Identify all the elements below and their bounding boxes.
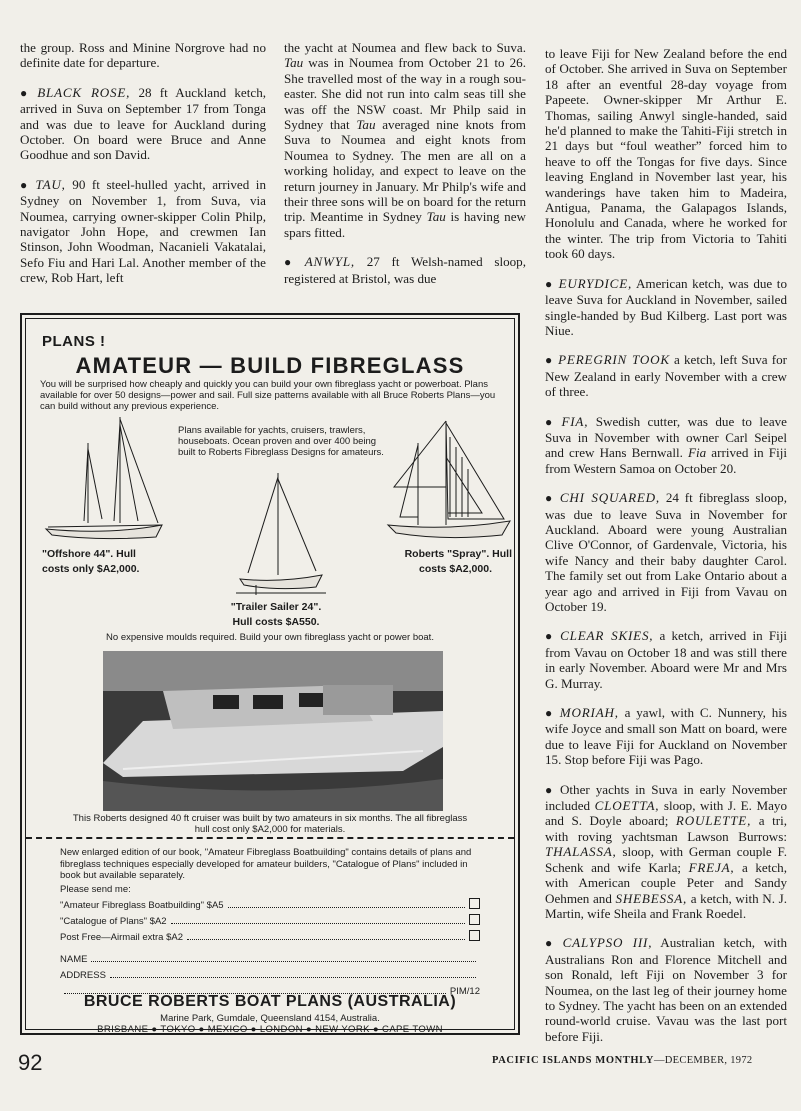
checkbox-catalogue[interactable] xyxy=(469,914,480,925)
bullet-icon: ● xyxy=(545,276,554,291)
bullet-icon: ● xyxy=(545,936,558,951)
yacht-name-moriah: MORIAH, xyxy=(559,705,619,721)
ad-headline: AMATEUR — BUILD FIBREGLASS xyxy=(75,353,465,378)
yacht-name-fia: FIA, xyxy=(561,413,589,429)
advertisement-inner-border xyxy=(25,318,515,1035)
bullet-icon: ● xyxy=(545,491,555,506)
paragraph-anwyl: ● ANWYL, 27 ft Welsh-named sloop, registered at Bristol, was due xyxy=(284,254,527,286)
coupon-intro: New enlarged edition of our book, "Amateur Fibreglass Boatbuilding" contains details of plans and fibreglass techniques especially developed for amateur builders, "Catalogue of Plans" included in book but available separately. xyxy=(60,847,472,881)
company-name: BRUCE ROBERTS BOAT PLANS (AUSTRALIA) xyxy=(83,993,457,1010)
paragraph-black-rose: ● BLACK ROSE, 28 ft Auckland ketch, arrived in Suva on September 17 from Tonga and was due to leave for Auckland during October. On board were Bruce and Anne Goodhue and son David. xyxy=(20,84,267,163)
yacht-name-shebessa: SHEBESSA, xyxy=(615,890,688,906)
paragraph-fia: ● FIA, Swedish cutter, was due to leave Suva in November with owner Carl Seipel and crew Hans Bernwall. Fia arrived in Fiji from Western Samoa on October 20. xyxy=(545,413,787,476)
paragraph-moriah: ● MORIAH, a yawl, with C. Nunnery, his wife Joyce and small son Matt on board, were due to leave Fiji for Auckland on November 15. Stop before Fiji was Pago. xyxy=(545,705,787,768)
bullet-icon: ● xyxy=(545,414,557,429)
yacht-name-thalassa: THALASSA, xyxy=(545,844,617,860)
yacht-name-chi-squared: CHI SQUARED, xyxy=(559,490,660,506)
yacht-name-tau: TAU, xyxy=(35,176,66,192)
order-coupon xyxy=(60,847,480,997)
spray-caption: Roberts "Spray". Hull xyxy=(404,548,512,560)
bullet-icon: ● xyxy=(20,177,31,192)
yacht-name-black-rose: BLACK ROSE, xyxy=(37,84,131,100)
checkbox-airmail[interactable] xyxy=(469,930,480,941)
address-field[interactable]: ADDRESS xyxy=(60,965,480,981)
page-number: 92 xyxy=(18,1050,43,1075)
bullet-icon: ● xyxy=(284,255,300,270)
offshore-44-price: costs only $A2,000. xyxy=(42,563,140,575)
coupon-cut-line xyxy=(26,837,514,839)
paragraph-peregrin-took: ● PEREGRIN TOOK a ketch, left Suva for New Zealand in early November with a crew of three. xyxy=(545,352,787,400)
bullet-icon: ● xyxy=(20,85,33,100)
ad-kicker: PLANS ! xyxy=(42,333,106,350)
trailer-sailer-24-drawing xyxy=(226,471,336,599)
offshore-44-caption: "Offshore 44". Hull xyxy=(42,548,136,560)
spray-price: costs $A2,000. xyxy=(419,563,492,575)
paragraph-tau: ● TAU, 90 ft steel-hulled yacht, arrived in Sydney on November 1, from Suva, via Noumea, carrying owner-skipper Colin Philp, navigator John Hope, and crewmen Ian Stinson, John Woodman, Nacanieli Vakatalai, Sefo Fiu and Hari Lal. Another member of the crew, Rob Hart, left xyxy=(20,176,266,286)
spray-sailboat-drawing xyxy=(386,417,514,545)
trailer-sailer-caption: "Trailer Sailer 24". xyxy=(230,601,322,613)
bullet-icon: ● xyxy=(545,629,556,644)
bullet-icon: ● xyxy=(545,706,555,721)
trailer-sailer-price: Hull costs $A550. xyxy=(232,616,320,628)
paragraph-norgrove: the group. Ross and Minine Norgrove had no definite date for departure. xyxy=(20,40,266,71)
company-address: Marine Park, Gumdale, Queensland 4154, Australia. xyxy=(160,1013,380,1024)
yacht-name-eurydice: EURYDICE, xyxy=(558,275,633,291)
order-item-airmail: Post Free—Airmail extra $A2 xyxy=(60,927,480,943)
ad-plans-available-text: Plans available for yachts, cruisers, trawlers, houseboats. Ocean proven and over 400 being built to Roberts Fibreglass Designs for amateurs. xyxy=(178,425,384,458)
article-column-2 xyxy=(284,40,526,286)
bullet-icon: ● xyxy=(545,353,554,368)
article-column-1 xyxy=(20,40,266,286)
paragraph-clear-skies: ● CLEAR SKIES, a ketch, arrived in Fiji from Vavau on October 18 and was still there in early November. Aboard were Mr and Mrs G. Murray. xyxy=(545,628,788,691)
publication-name: PACIFIC ISLANDS MONTHLY xyxy=(492,1055,654,1066)
yacht-name-calypso: CALYPSO III, xyxy=(562,935,653,951)
yacht-name-roulette: ROULETTE, xyxy=(675,813,752,829)
ad-moulds-text: No expensive moulds required. Build your own fibreglass yacht or power boat. xyxy=(106,632,434,643)
bullet-icon: ● xyxy=(545,782,555,797)
company-cities: BRISBANE ● TOKYO ● MEXICO ● LONDON ● NEW YORK ● CAPE TOWN xyxy=(97,1024,443,1035)
yacht-name-anwyl: ANWYL, xyxy=(304,254,355,270)
coupon-code: PIM/12 xyxy=(449,985,480,997)
running-footer xyxy=(492,1055,752,1066)
article-column-3 xyxy=(545,46,787,1044)
ad-intro-text: You will be surprised how cheaply and quickly you can build your own fibreglass yacht or powerboat. Plans available for over 50 designs—power and sail. Full size patterns available with all Bruce Roberts Plans—you can build without any previous experience. xyxy=(40,379,496,412)
please-send-label: Please send me: xyxy=(60,883,131,895)
order-item-book: "Amateur Fibreglass Boatbuilding" $A5 xyxy=(60,895,480,911)
yacht-name-cloetta: CLOETTA, xyxy=(594,798,660,814)
checkbox-book[interactable] xyxy=(469,898,480,909)
yacht-name-clear-skies: CLEAR SKIES, xyxy=(560,628,654,644)
paragraph-other-yachts: ● Other yachts in Suva in early November included CLOETTA, sloop, with J. E. Mayo and S. Doyle aboard; ROULETTE, a tri, with roving yachtsman Lawson Burrows: THALASSA, sloop, with German couple F. Schenk and wife Karla; FREJA, a ketch, with American couple Peter and Sandy Oehmen and SHEBESSA, a ketch, with N. J. Martin, wife Sheila and Frank Roedel. xyxy=(545,781,788,921)
paragraph-anwyl-continued: to leave Fiji for New Zealand before the end of October. She arrived in Suva on September 18 after an eventful 28-day voyage from Papeete. Owner-skipper Mr Arthur E. Thomas, sailing Anwyl single-handed, said he'd planned to make the Tahiti-Fiji stretch in 21 days but “foul weather” forced him to heave to off the Tongas for five days. Since leaving England in November last year, his wanderings have taken him to Madeira, Antigua, Panama, the Galapagos Islands, Honolulu and Canada, where he worked for the winter. The trip from Victoria to Tahiti took 60 days. xyxy=(545,46,787,262)
paragraph-calypso: ● CALYPSO III, Australian ketch, with Australians Ron and Florence Mitchell and son Ronald, left Fiji on November 3 for Noumea, on the last leg of their journey home to Sydney. The yacht has been on an extended round-world cruise. Vavau was the last port before Fiji. xyxy=(545,935,788,1044)
order-item-catalogue: "Catalogue of Plans" $A2 xyxy=(60,911,480,927)
paragraph-chi-squared: ● CHI SQUARED, 24 ft fibreglass sloop, was due to leave Suva in November for Auckland. Aboard were young Australian Clive O'Connor, of Gardenvale, Victoria, his wife Nancy and their baby daughter Carol. The family set out from Lake Ontario about a year ago and arrived in Fiji from Vavau on October 19. xyxy=(545,490,787,614)
cruiser-photo xyxy=(103,651,443,811)
paragraph-eurydice: ● EURYDICE, American ketch, was due to leave Suva for Auckland in November, sailed single-handed by Bud Kilberg. Last port was Niue. xyxy=(545,275,787,338)
advertisement-bruce-roberts xyxy=(20,313,520,1035)
offshore-44-sailboat-drawing xyxy=(38,415,168,545)
yacht-name-freja: FREJA, xyxy=(688,859,735,875)
name-field[interactable]: NAME xyxy=(60,949,480,965)
issue-date: —DECEMBER, 1972 xyxy=(654,1055,753,1066)
yacht-name-peregrin-took: PEREGRIN TOOK xyxy=(558,352,670,368)
paragraph-tau-continued: the yacht at Noumea and flew back to Suva. Tau was in Noumea from October 21 to 26. She travelled most of the way in a rough sou-easter. She did not run into calm seas till she was off the NSW coast. Mr Philp said in Sydney that Tau averaged nine knots from Suva to Noumea and eight knots from Noumea to Sydney. The men are all on a working holiday, and expect to leave on the return journey in January. Mr Philp's wife and their three sons will be on board for the return trip. Meantime in Sydney Tau is having new spars fitted. xyxy=(284,40,526,240)
photo-caption: This Roberts designed 40 ft cruiser was built by two amateurs in six months. The all fibreglass hull cost only $A2,000 for materials. xyxy=(72,813,468,835)
